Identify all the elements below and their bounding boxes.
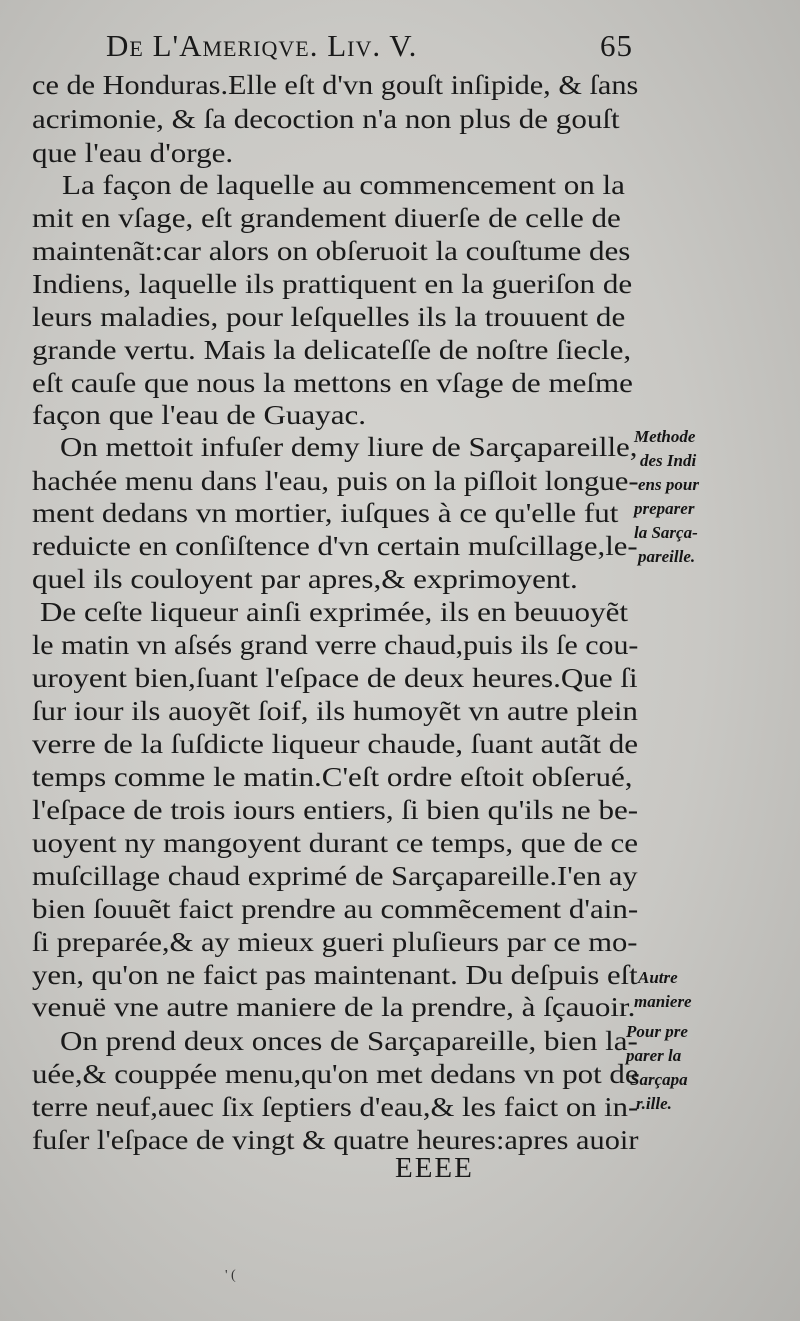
text-line: le matin vn aſsés grand verre chaud,puis ils ſe cou- [32, 630, 639, 660]
text-line: que l'eau d'orge. [32, 138, 234, 168]
text-line: grande vertu. Mais la delicateſſe de noſtre ſiecle, [32, 335, 632, 365]
margin-note-line: Methode [634, 427, 696, 446]
text-line: ſi preparée,& ay mieux gueri pluſieurs par ce mo- [32, 927, 638, 957]
ink-specks: ' ( [225, 1268, 236, 1283]
margin-note-line: maniere [634, 992, 692, 1011]
text-line: terre neuf,auec ſix ſeptiers d'eau,& les faict on in- [32, 1092, 639, 1122]
text-line: bien ſouuẽt faict prendre au commẽcement d'ain- [32, 894, 639, 924]
text-line: acrimonie, & ſa decoction n'a non plus de gouſt [32, 104, 620, 134]
text-line: uroyent bien,ſuant l'eſpace de deux heures.Que ſi [32, 663, 638, 693]
text-line: muſcillage chaud exprimé de Sarçapareille.I'en ay [32, 861, 638, 891]
text-line: uée,& couppée menu,qu'on met dedans vn pot de [32, 1059, 639, 1089]
text-line: maintenãt:car alors on obſeruoit la couſtume des [32, 236, 631, 266]
text-line: leurs maladies, pour leſquelles ils la trouuent de [32, 302, 626, 332]
text-line: uoyent ny mangoyent durant ce temps, que de ce [32, 828, 639, 858]
margin-note-line: Sarçapa [630, 1070, 688, 1089]
margin-note-line: des Indi [640, 451, 697, 470]
margin-note-methode [634, 425, 754, 569]
text-line: ment dedans vn mortier, iuſques à ce qu'elle fut [32, 498, 619, 528]
text-line: reduicte en conſiſtence d'vn certain muſcillage,le- [32, 531, 638, 561]
margin-note-line: la Sarça- [634, 523, 698, 542]
running-title: De L'Ameriqve. Liv. V. [106, 28, 418, 63]
text-line: fuſer l'eſpace de vingt & quatre heures:apres auoir [32, 1125, 639, 1155]
text-line: mit en vſage, eſt grandement diuerſe de celle de [32, 203, 621, 233]
text-line: temps comme le matin.C'eſt ordre eſtoit obſerué, [32, 762, 633, 792]
page-number: 65 [600, 28, 633, 63]
margin-note-line: parer la [626, 1046, 682, 1065]
text-line: hachée menu dans l'eau, puis on la piſloit longue- [32, 466, 639, 496]
text-line: La façon de laquelle au commencement on la [62, 170, 625, 200]
margin-note-pourpre [626, 1020, 746, 1116]
text-line: yen, qu'on ne faict pas maintenant. Du deſpuis eſt [32, 960, 638, 990]
signature-mark: EEEE [395, 1152, 474, 1184]
margin-note-line: ens pour [638, 475, 699, 494]
text-line: l'eſpace de trois iours entiers, ſi bien qu'ils ne be- [32, 795, 639, 825]
margin-note-line: pareille. [638, 547, 696, 566]
margin-note-autre [634, 966, 754, 1014]
text-line: verre de la ſuſdicte liqueur chaude, ſuant autãt de [32, 729, 639, 759]
text-line: ce de Honduras.Elle eſt d'vn gouſt inſipide, & ſans [32, 70, 639, 100]
text-line: façon que l'eau de Guayac. [32, 400, 367, 430]
margin-note-line: preparer [634, 499, 695, 518]
text-line: ſur iour ils auoyẽt ſoif, ils humoyẽt vn autre plein [32, 696, 638, 726]
text-line: eſt cauſe que nous la mettons en vſage de meſme [32, 368, 633, 398]
text-line: On mettoit infuſer demy liure de Sarçapareille, [60, 432, 638, 462]
margin-note-line: Pour pre [626, 1022, 688, 1041]
margin-note-line: r.ille. [636, 1094, 672, 1113]
text-line: Indiens, laquelle ils prattiquent en la gueriſon de [32, 269, 633, 299]
margin-note-line: Autre [638, 968, 678, 987]
text-line: quel ils couloyent par apres,& exprimoyent. [32, 564, 578, 594]
text-line: venuë vne autre maniere de la prendre, à ſçauoir. [32, 992, 636, 1022]
text-line: De ceſte liqueur ainſi exprimée, ils en beuuoyẽt [40, 597, 629, 627]
text-line: On prend deux onces de Sarçapareille, bien la- [60, 1026, 638, 1056]
page-header [100, 28, 660, 68]
